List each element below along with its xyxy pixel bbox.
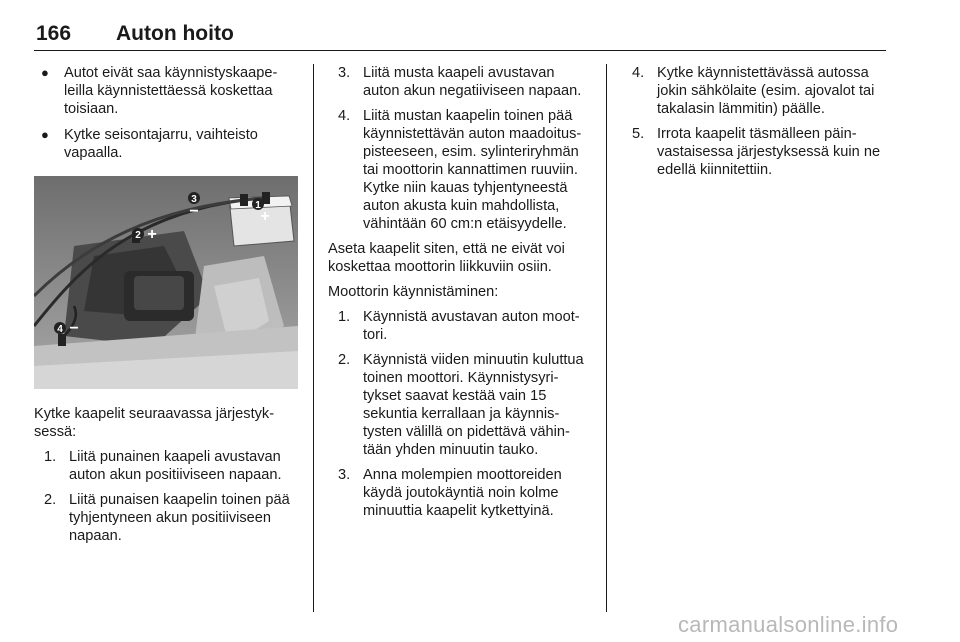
callout-sign: + <box>260 208 270 225</box>
list-item <box>632 64 888 118</box>
bullet-item <box>34 64 299 118</box>
list-text: Liitä punaisen kaapelin toinen pää tyhjentyneen akun positiiviseen napaan. <box>69 492 290 544</box>
clamp-3-icon <box>240 194 248 206</box>
list-text: Käynnistä avustavan auton moottori. <box>363 309 580 343</box>
jump-start-illustration <box>34 176 298 389</box>
column-3 <box>622 64 888 186</box>
list-text: Liitä musta kaapeli avustavan auton akun negatiiviseen napaan. <box>363 65 582 99</box>
list-item <box>338 308 591 344</box>
bullet-text: Autot eivät saa käynnistyskaapeleilla käynnistettäessä koskettaa toisiaan. <box>64 65 278 117</box>
page-number: 166 <box>36 22 72 45</box>
bullet-dot-icon: ● <box>41 127 49 142</box>
list-item <box>44 491 299 545</box>
connection-order-intro: Kytke kaapelit seuraavassa järjestyksessä: <box>34 406 275 440</box>
column-1 <box>34 64 299 552</box>
callout-number: 2 <box>135 230 141 241</box>
list-text: Liitä mustan kaapelin toinen pää käynnistettävän auton maadoituspisteeseen, esim. sylinteriryhmän tai moottorin kannattimen ruuviin. Kytke niin kauas tyhjentyneestä auton akusta kuin mahdollista, vähintään 60 cm:n etäisyydelle. <box>363 108 582 232</box>
list-number: 3. <box>338 467 351 483</box>
list-item <box>632 125 888 179</box>
callout-number: 3 <box>191 194 197 205</box>
list-number: 2. <box>44 492 57 508</box>
callout-number: 1 <box>255 200 261 211</box>
list-text: Käynnistä viiden minuutin kuluttua toinen moottori. Käynnistysyritykset saavat kestää vain 15 sekuntia kerrallaan ja käynnistysten välillä on pidettävä vähintään yhden minuutin tauko. <box>363 352 584 458</box>
engine-bay-illustration <box>34 176 298 389</box>
clamp-4-icon <box>58 334 66 346</box>
page-header <box>34 22 886 51</box>
list-item <box>44 448 299 484</box>
bullet-dot-icon: ● <box>41 65 49 80</box>
column-divider-1 <box>313 64 314 612</box>
callout-3 <box>188 192 200 220</box>
cable-placement-note: Aseta kaapelit siten, että ne eivät voi koskettaa moottorin liikkuviin osiin. <box>328 241 565 275</box>
bullet-text: Kytke seisontajarru, vaihteisto vapaalla. <box>64 127 258 161</box>
watermark: carmanualsonline.info <box>678 612 899 637</box>
list-item <box>338 466 591 520</box>
list-number: 3. <box>338 65 351 81</box>
column-2 <box>328 64 591 527</box>
list-text: Liitä punainen kaapeli avustavan auton akun positiiviseen napaan. <box>69 449 282 483</box>
callout-sign: − <box>69 320 79 337</box>
list-text: Anna molempien moottoreiden käydä joutokäyntiä noin kolme minuuttia kaapelit kytkettyinä. <box>363 467 562 519</box>
list-item <box>338 64 591 100</box>
page-title: Auton hoito <box>116 22 234 45</box>
column-divider-2 <box>606 64 607 612</box>
bullet-item <box>34 126 299 162</box>
list-number: 2. <box>338 352 351 368</box>
list-text: Irrota kaapelit täsmälleen päinvastaisessa järjestyksessä kuin ne edellä kiinnitettiin. <box>657 126 881 178</box>
list-number: 1. <box>338 309 351 325</box>
callout-number: 4 <box>57 324 63 335</box>
list-number: 4. <box>338 108 351 124</box>
list-item <box>338 107 591 233</box>
list-number: 1. <box>44 449 57 465</box>
list-number: 4. <box>632 65 645 81</box>
list-text: Kytke käynnistettävässä autossa jokin sähkölaite (esim. ajovalot tai takalasin lämmitin) päälle. <box>657 65 875 117</box>
callout-sign: − <box>189 203 199 220</box>
engine-start-heading: Moottorin käynnistäminen: <box>328 284 499 300</box>
list-number: 5. <box>632 126 645 142</box>
callout-sign: + <box>147 226 157 243</box>
list-item <box>338 351 591 459</box>
